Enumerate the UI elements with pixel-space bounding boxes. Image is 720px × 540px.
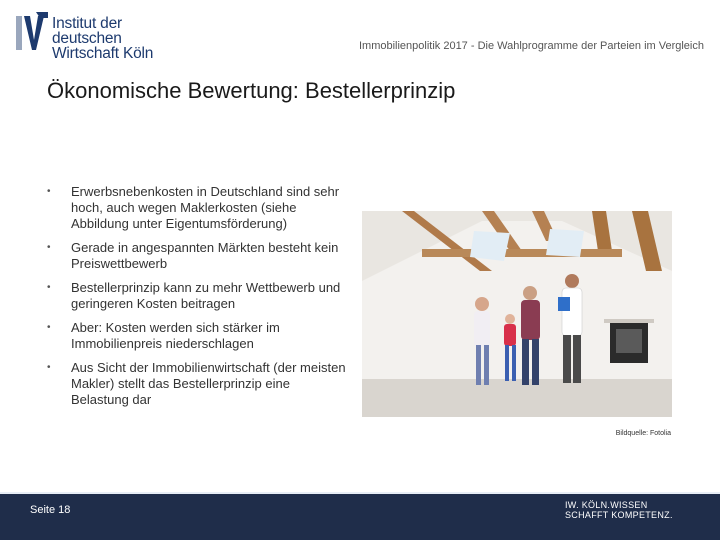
page-number: Seite 18 [30,504,71,516]
bullet-text: Gerade in angespannten Märkten besteht kein Preiswettbewerb [71,240,339,271]
photo-credit: Bildquelle: Fotolia [615,430,671,437]
footer-brand-line-1: IW. KÖLN.WISSEN [565,500,648,510]
bullet-item [47,240,347,272]
bullet-marker: • [47,362,51,373]
bullet-marker: • [47,186,51,197]
bullet-text: Bestellerprinzip kann zu mehr Wettbewerb und geringeren Kosten beitragen [71,280,341,311]
bullet-item [47,320,347,352]
bullet-text: Erwerbsnebenkosten in Deutschland sind sehr hoch, auch wegen Maklerkosten (siehe Abbildung unter Eigentumsförderung) [71,184,340,231]
logo-line-2: Wirtschaft Köln [52,45,154,62]
bullet-item [47,184,347,232]
bullet-item [47,360,347,408]
bullet-marker: • [47,242,51,253]
slide-title: Ökonomische Bewertung: Bestellerprinzip [47,78,456,103]
bullet-marker: • [47,282,51,293]
header-subtitle: Immobilienpolitik 2017 - Die Wahlprogramme der Parteien im Vergleich [358,40,704,52]
footer-brand [565,500,673,520]
bullet-list [47,184,347,416]
footer-brand-line-2: SCHAFFT KOMPETENZ. [565,510,673,520]
bullet-text: Aber: Kosten werden sich stärker im Immobilienpreis niederschlagen [71,320,280,351]
attic-room-photo [362,211,672,417]
bullet-marker: • [47,322,51,333]
iw-logo [14,8,189,62]
bullet-item [47,280,347,312]
bullet-text: Aus Sicht der Immobilienwirtschaft (der meisten Makler) stellt das Bestellerprinzip eine Belastung dar [71,360,346,407]
iw-logo-icon [14,10,48,54]
logo-line-1: Institut der deutschen [52,15,122,47]
logo-wordmark [52,16,189,61]
